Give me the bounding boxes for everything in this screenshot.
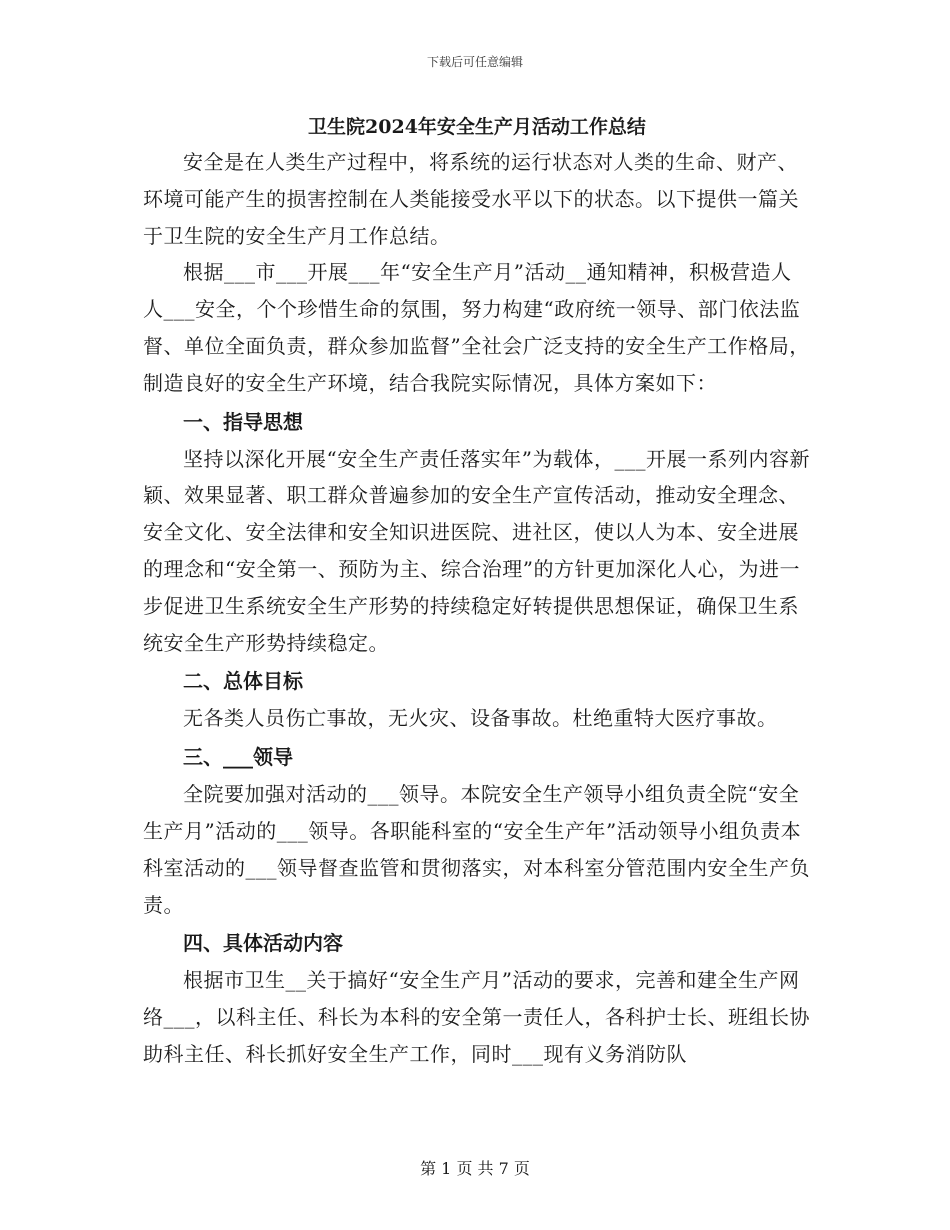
section-body-leadership: 全院要加强对活动的___领导。本院安全生产领导小组负责全院“安全生产月”活动的___领导。各职能科室的“安全生产年”活动领导小组负责本科室活动的___领导督查监管和贯彻落实，对本科室分管范围内安全生产负责。	[143, 782, 810, 917]
document-title: 卫生院2024年安全生产月活动工作总结	[308, 116, 646, 138]
section-heading-guiding-thought: 一、指导思想	[183, 409, 303, 434]
header-note: 下载后可任意编辑	[426, 55, 523, 69]
section-heading-leadership: 三、___领导	[183, 745, 293, 770]
section-heading-overall-goal: 二、总体目标	[183, 669, 303, 694]
section-body-activities: 根据市卫生__关于搞好“安全生产月”活动的要求，完善和建全生产网络___，以科主任、科长为本科的安全第一责任人，各科护士长、班组长协助科主任、科长抓好安全生产工作，同时___现有义务消防队	[143, 968, 810, 1066]
intro-paragraph-2: 根据___市___开展___年“安全生产月”活动__通知精神，积极营造人人___安全，个个珍惜生命的氛围，努力构建“政府统一领导、部门依法监督、单位全面负责，群众参加监督”全社会广泛支持的安全生产工作格局，制造良好的安全生产环境，结合我院实际情况，具体方案如下：	[143, 260, 810, 395]
page-number: 第 1 页 共 7 页	[420, 1159, 530, 1178]
section-body-guiding-thought: 坚持以深化开展“安全生产责任落实年”为载体，___开展一系列内容新颖、效果显著、职工群众普遍参加的安全生产宣传活动，推动安全理念、安全文化、安全法律和安全知识进医院、进社区，使以人为本、安全进展的理念和“安全第一、预防为主、综合治理”的方针更加深化人心，为进一步促进卫生系统安全生产形势的持续稳定好转提供思想保证，确保卫生系统安全生产形势持续稳定。	[143, 446, 810, 655]
document-body	[143, 112, 811, 1073]
intro-paragraph-1: 安全是在人类生产过程中，将系统的运行状态对人类的生命、财产、环境可能产生的损害控制在人类能接受水平以下的状态。以下提供一篇关于卫生院的安全生产月工作总结。	[143, 150, 799, 248]
section-body-overall-goal: 无各类人员伤亡事故，无火灾、设备事故。杜绝重特大医疗事故。	[183, 706, 778, 731]
section-heading-activities: 四、具体活动内容	[183, 931, 343, 956]
